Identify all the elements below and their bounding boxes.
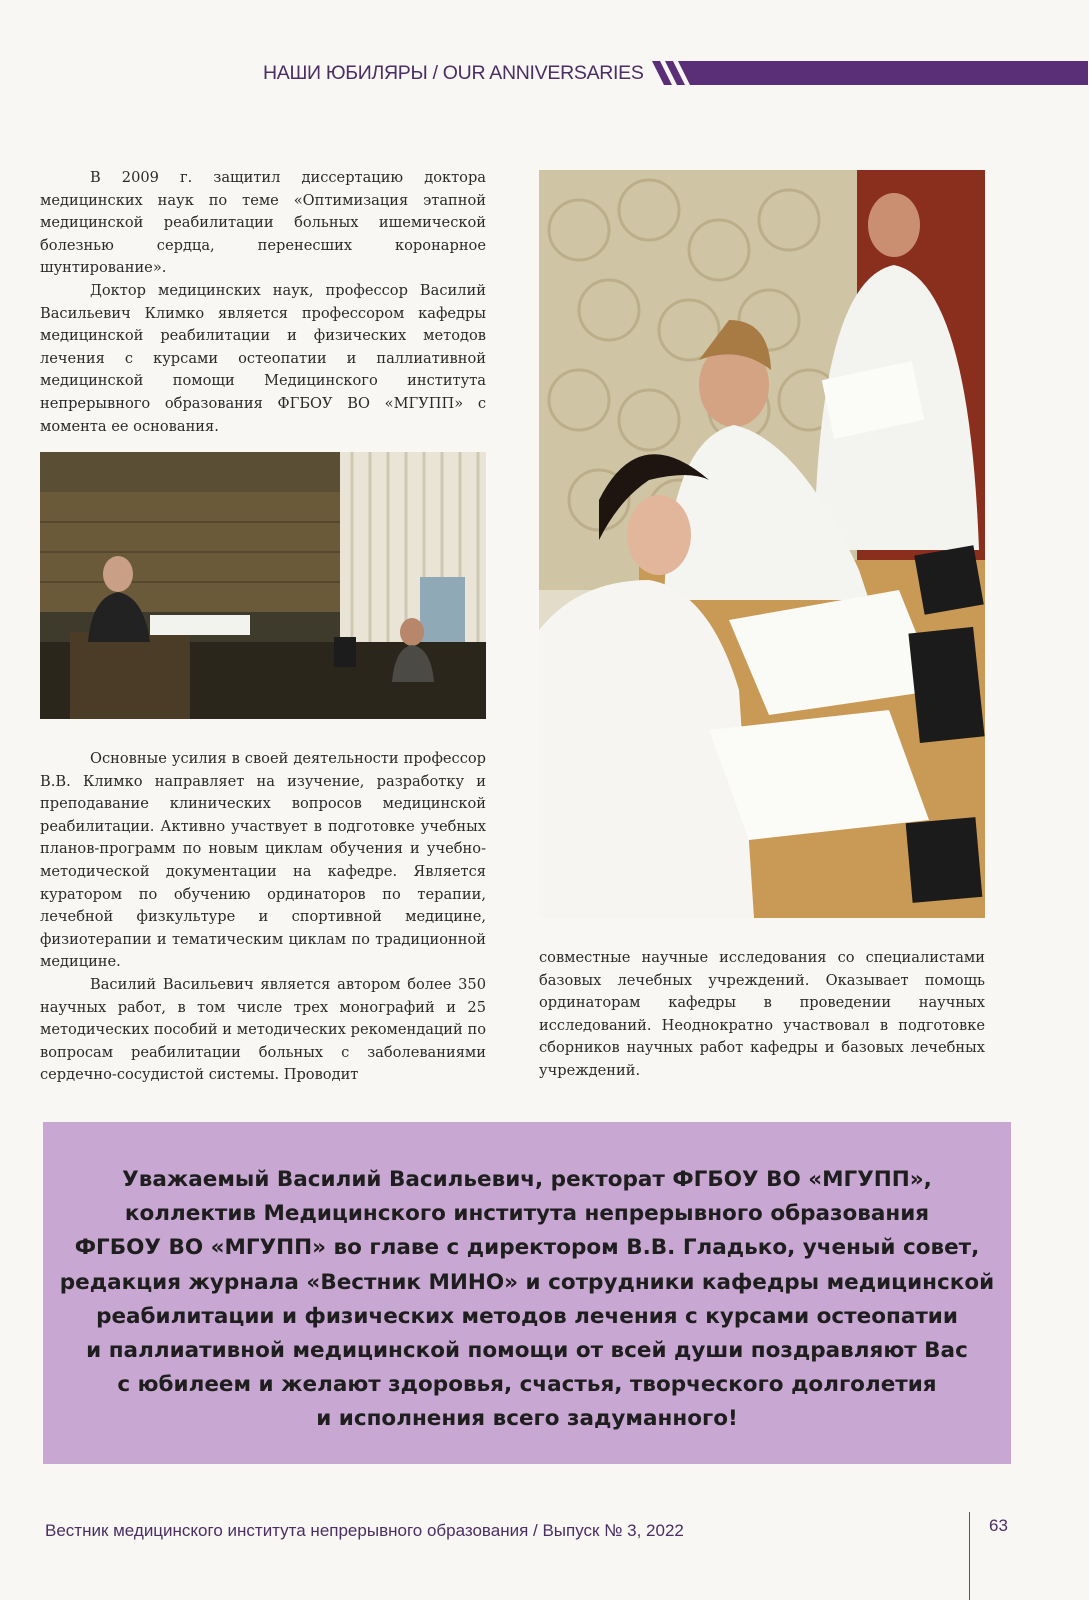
footer-divider [969,1512,970,1600]
header-accent-band [652,61,1088,85]
paragraph-dissertation: В 2009 г. защитил диссертацию доктора медицинских наук по теме «Оптимизация этапной медицинской реабилитации больных ишемической болезнью сердца, перенесших коронарное шунтирование». [40,169,486,277]
doctors-at-computers-photo [539,170,985,918]
journal-footer: Вестник медицинского института непрерывного образования / Выпуск № 3, 2022 [45,1521,684,1540]
left-column-bottom-text [40,748,486,1087]
left-column-top-text [40,167,486,438]
paragraph-main-efforts: Основные усилия в своей деятельности профессор В.В. Климко направляет на изучение, разработку и преподавание клинических вопросов медицинской реабилитации. Активно участвует в подготовке учебных планов-программ по новым циклам обучения и учебно-методической документации на кафедре. Является куратором по обучению ординаторов по терапии, лечебной физкультуре и спортивной медицине, физиотерапии и тематическим циклам по традиционной медицине. [40,750,486,971]
page-number: 63 [989,1516,1008,1535]
section-title: НАШИ ЮБИЛЯРЫ / OUR ANNIVERSARIES [263,62,644,84]
lecture-hall-photo [40,452,486,719]
paragraph-publications: Василий Васильевич является автором более 350 научных работ, в том числе трех монографий и 25 методических пособий и методических рекомендаций по вопросам реабилитации больных с заболеваниями сердечно-сосудистой системы. Проводит [40,975,486,1084]
congratulations-text: Уважаемый Василий Васильевич, ректорат ФГБОУ ВО «МГУПП», коллектив Медицинского института непрерывного образования ФГБОУ ВО «МГУПП» во главе с директором В.В. Гладько, ученый совет, редакция журнала «Вестник МИНО» и сотрудники кафедры медицинской реабилитации и физических методов лечения с курсами остеопатии и паллиативной медицинской помощи от всей души поздравляют Вас с юбилеем и желают здоровья, счастья, творческого долголетия и исполнения всего задуманного! [59,1167,995,1432]
paragraph-professor-position: Доктор медицинских наук, профессор Василий Васильевич Климко является профессором кафедры медицинской реабилитации и физических методов лечения с курсами остеопатии и паллиативной медицинской помощи Медицинского института непрерывного образования ФГБОУ ВО «МГУПП» с момента ее основания. [40,281,486,435]
right-column-bottom-text [539,947,985,1083]
paragraph-research-continued: совместные научные исследования со специалистами базовых лечебных учреждений. Оказывает помощь ординаторам кафедры в проведении научных исследований. Неоднократно участвовал в подготовке сборников научных работ кафедры и базовых лечебных учреждений. [539,949,985,1079]
congratulations-box [43,1122,1011,1464]
